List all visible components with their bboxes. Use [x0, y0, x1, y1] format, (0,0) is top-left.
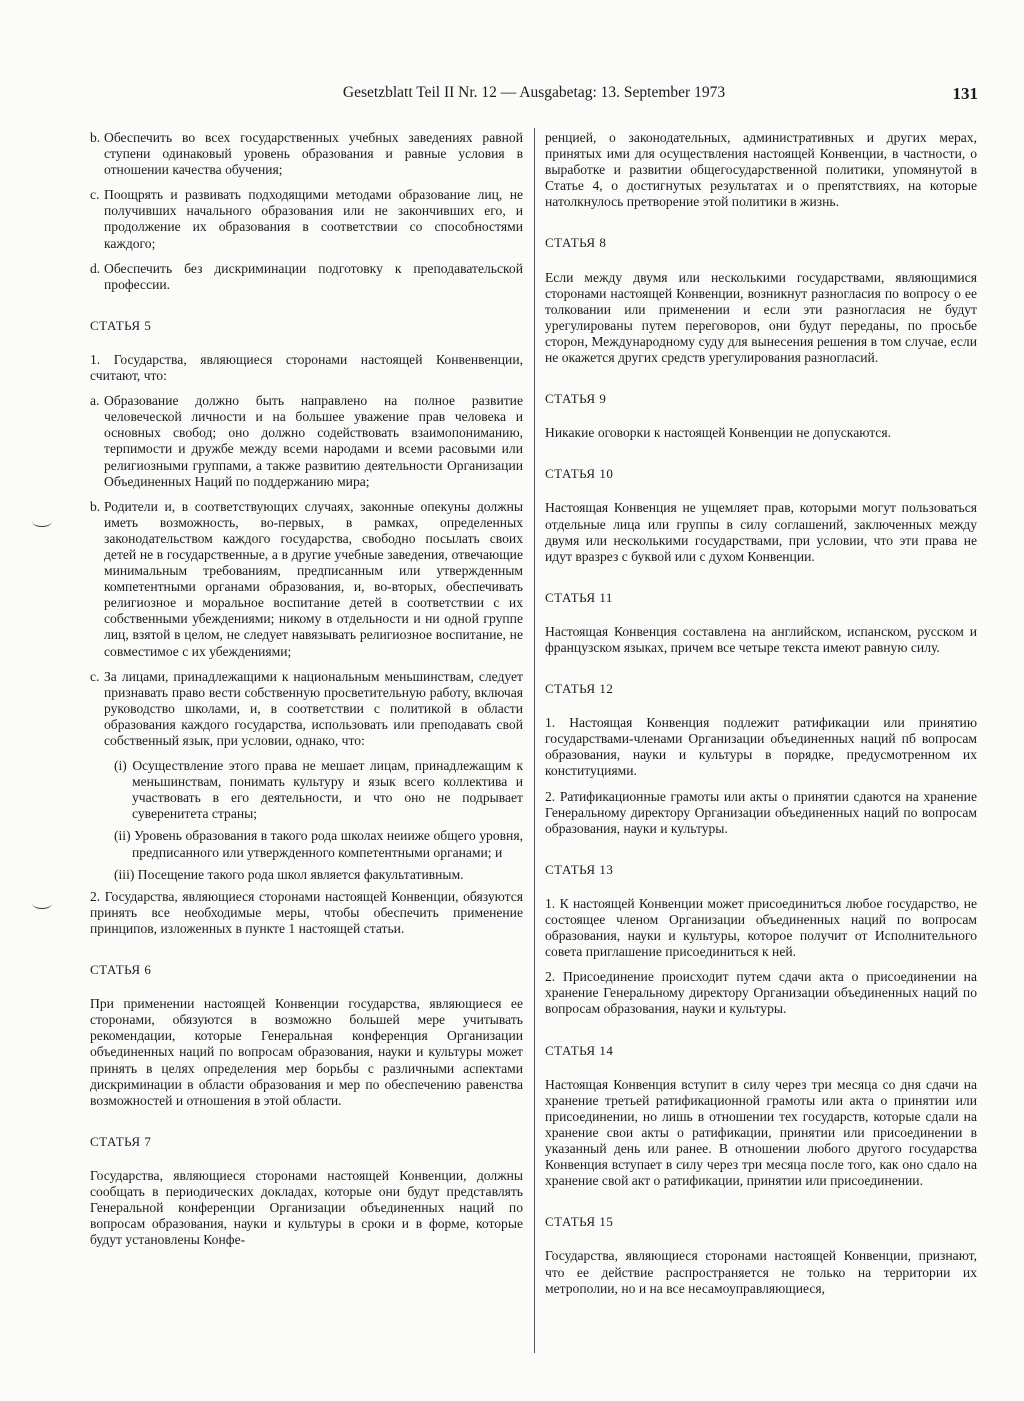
- page-number: 131: [952, 84, 978, 103]
- page-header: [90, 84, 978, 108]
- paragraph: 2. Присоединение происходит путем сдачи акта о присоединении на хранение Генеральному директору Организации объединенных наций по вопросам образования, науки и культуры.: [545, 969, 977, 1017]
- article-heading: СТАТЬЯ 8: [545, 235, 607, 251]
- item-text: Обеспечить без дискриминации подготовку к преподавательской профессии.: [104, 260, 523, 292]
- margin-mark: [32, 898, 52, 909]
- item-text: Поощрять и развивать подходящими методами образование лиц, не получивших начального образования или не закончивших его, и продолжение их образования в соответствии со способностями каждого;: [104, 187, 523, 251]
- item-text: Обеспечить во всех государственных учебных заведениях равной ступени одинаковый уровень образования и равные условия в отношении качества обучения;: [104, 130, 523, 178]
- article-heading: СТАТЬЯ 10: [545, 466, 614, 482]
- item-marker: d.: [90, 260, 101, 276]
- list-item: [90, 393, 523, 490]
- item-marker: b.: [90, 498, 101, 514]
- sub-item: (ii) Уровень образования в такого рода школах неииже общего уровня, предписанного или утвержденного компетентными органами; и: [114, 828, 523, 860]
- sub-item: (i) Осуществление этого права не мешает лицам, принадлежащим к меньшинствам, понимать культуру и язык всего коллектива и участвовать в его деятельности, и что оно не подрывает суверенитета страны;: [114, 758, 523, 822]
- article-heading: СТАТЬЯ 11: [545, 589, 613, 605]
- article-heading: СТАТЬЯ 7: [90, 1133, 152, 1149]
- paragraph: Никакие оговорки к настоящей Конвенции не допускаются.: [545, 425, 891, 441]
- article-heading: СТАТЬЯ 5: [90, 317, 152, 333]
- list-item: [90, 669, 523, 749]
- paragraph: Государства, являющиеся сторонами настоящей Конвенции, признают, что ее действие распространяется не только на территории их метрополии, но и на все несамоуправляющиеся,: [545, 1248, 977, 1296]
- paragraph: Государства, являющиеся сторонами настоящей Конвенции, должны сообщать в периодических докладах, которые они будут представлять Генеральной конференции Организации объединенных наций по вопросам образования, науки и культуры в сроки и в форме, которые будут установлены Конфе-: [90, 1167, 523, 1248]
- article-heading: СТАТЬЯ 12: [545, 681, 614, 697]
- right-column: [545, 130, 977, 1306]
- paragraph: При применении настоящей Конвенции государства, являющиеся ее сторонами, обязуются в возможно большей мере учитывать рекомендации, которые Генеральная конференция Организации объединенных наций по вопросам образования, науки и культуры может принять в целях определения мер борьбы с различными аспектами дискриминации в области образования и мер по обеспечению равенства возможностей и отношения в этой области.: [90, 996, 523, 1108]
- list-item: [90, 130, 523, 178]
- paragraph: Настоящая Конвенция вступит в силу через три месяца со дня сдачи на хранение третьей ратификационной грамоты или акта о принятии или присоединении, но лишь в отношении тех государств, которые сдали на хранение свои акты о ратификации, принятии или присоединении в указанный день или ранее. В отношении любого другого государства Конвенция вступает в силу через три месяца после того, как оно сдало на хранение свой акт о ратификации, принятии или присоединении.: [545, 1076, 977, 1189]
- paragraph: 1. Государства, являющиеся сторонами настоящей Конвенвенции, считают, что:: [90, 351, 523, 384]
- article-heading: СТАТЬЯ 6: [90, 962, 152, 978]
- paragraph: 1. Настоящая Конвенция подлежит ратификации или принятию государствами-членами Организации объединенных наций пб вопросам образования, науки и культуры в порядке, предусмотренном их конституциями.: [545, 715, 977, 779]
- article-heading: СТАТЬЯ 13: [545, 861, 614, 877]
- list-item: [90, 187, 523, 251]
- item-marker: a.: [90, 393, 100, 409]
- margin-mark: [32, 516, 52, 527]
- article-heading: СТАТЬЯ 15: [545, 1214, 614, 1230]
- item-marker: c.: [90, 668, 100, 684]
- paragraph: 2. Ратификационные грамоты или акты о принятии сдаются на хранение Генеральному директору Организации объединенных наций по вопросам образования, науки и культуры.: [545, 788, 977, 836]
- paragraph: Настоящая Конвенция не ущемляет прав, которыми могут пользоваться отдельные лица или группы в силу соглашений, заключенных между двумя или несколькими государствами, при условии, что эти права не идут вразрез с буквой или с духом Конвенции.: [545, 500, 977, 564]
- paragraph: 1. К настоящей Конвенции может присоединиться любое государство, не состоящее членом Организации объединенных наций по вопросам образования, науки и культуры, которое получит от Исполнительного совета приглашение присоединиться к ней.: [545, 895, 977, 960]
- article-heading: СТАТЬЯ 14: [545, 1042, 614, 1058]
- list-item: [90, 261, 523, 293]
- header-title: Gesetzblatt Teil II Nr. 12 — Ausgabetag: 13. September 1973: [342, 84, 726, 101]
- paragraph: 2. Государства, являющиеся сторонами настоящей Конвенции, обязуются принять все необходимые меры, чтобы обеспечить применение принципов, изложенных в пункте 1 настоящей статьи.: [90, 888, 523, 936]
- list-item: [90, 499, 523, 660]
- left-column: [90, 130, 523, 1257]
- article-heading: СТАТЬЯ 9: [545, 391, 607, 407]
- item-marker: b.: [90, 130, 101, 145]
- paragraph: ренцией, о законодательных, административных и других мерах, принятых ими для осуществления настоящей Конвенции, в частности, о выработке и развитии общегосударственной политики, упомянутой в Статье 4, о достигнутых результатах и о препятствиях, на которые натолкнулось претворение этой политики в жизнь.: [545, 130, 977, 210]
- paragraph: Настоящая Конвенция составлена на английском, испанском, русском и французском языках, причем все четыре текста имеют равную силу.: [545, 623, 977, 655]
- sub-item: (iii) Посещение такого рода школ является факультативным.: [114, 866, 464, 882]
- item-text: За лицами, принадлежащими к национальным меньшинствам, следует признавать право вести собственную просветительную работу, включая руководство школами, и, в соответствии с политикой в области образования каждого государства, использовать или преподавать свой собственный язык, при условии, однако, что:: [104, 668, 523, 748]
- item-text: Образование должно быть направлено на полное развитие человеческой личности и на большее уважение прав человека и основных свобод; оно должно содействовать взаимопониманию, терпимости и дружбе между всеми народами и всеми расовыми или религиозными группами, а также развитию деятельности Организации Объединенных Наций по поддержанию мира;: [104, 393, 523, 489]
- item-text: Родители и, в соответствующих случаях, законные опекуны должны иметь возможность, во-первых, в рамках, определенных законодательством каждого государства, свободно посылать своих детей не в государственные, а в другие учебные заведения, отвечающие минимальным требованиям, предписанным или утвержденным компетентными органами образования, и, во-вторых, обеспечивать религиозное и моральное воспитание детей в соответствии с их собственными убеждениями; никому в отдельности и ни одной группе лиц, взятой в целом, не следует навязывать религиозное воспитание, не совместимое с их убеждениями;: [104, 498, 523, 659]
- item-marker: c.: [90, 187, 100, 203]
- paragraph: Если между двумя или несколькими государствами, являющимися сторонами настоящей Конвенции, возникнут разногласия по вопросу о ее толковании или применении и если эти разногласия не будут урегулированы путем переговоров, они будут переданы, по просьбе сторон, Международному суду для вынесения решения в том случае, если не окажется других средств урегулирования разногласий.: [545, 269, 977, 366]
- column-divider: [534, 128, 535, 1353]
